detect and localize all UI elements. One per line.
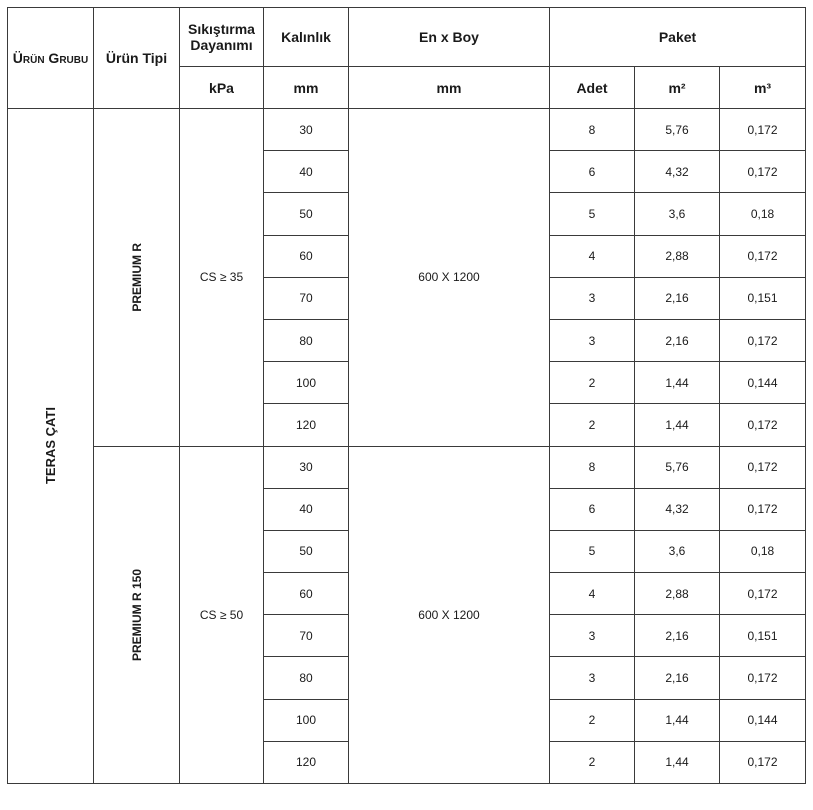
package-count-cell: 4 <box>550 573 635 615</box>
package-area-cell: 2,16 <box>635 277 720 319</box>
package-count-cell: 2 <box>550 404 635 446</box>
product-spec-table <box>7 7 806 784</box>
package-area-cell: 4,32 <box>635 151 720 193</box>
thickness-cell: 60 <box>264 573 349 615</box>
unit-m2: m² <box>635 67 720 109</box>
thickness-cell: 70 <box>264 277 349 319</box>
package-area-cell: 1,44 <box>635 741 720 783</box>
table-header <box>8 8 806 109</box>
package-volume-cell: 0,172 <box>720 446 806 488</box>
header-row-labels <box>8 8 806 67</box>
package-area-cell: 1,44 <box>635 699 720 741</box>
package-volume-cell: 0,144 <box>720 699 806 741</box>
package-count-cell: 2 <box>550 362 635 404</box>
thickness-cell: 50 <box>264 193 349 235</box>
package-count-cell: 6 <box>550 488 635 530</box>
package-area-cell: 2,88 <box>635 573 720 615</box>
thickness-cell: 60 <box>264 235 349 277</box>
unit-m3: m³ <box>720 67 806 109</box>
product-group-label: TERAS ÇATI <box>43 407 58 485</box>
thickness-cell: 120 <box>264 404 349 446</box>
header-urun-grubu: Ürün Grubu <box>8 8 94 109</box>
package-volume-cell: 0,172 <box>720 488 806 530</box>
product-type-cell <box>94 446 180 784</box>
thickness-cell: 30 <box>264 109 349 151</box>
thickness-cell: 50 <box>264 530 349 572</box>
package-volume-cell: 0,172 <box>720 109 806 151</box>
package-count-cell: 3 <box>550 615 635 657</box>
thickness-cell: 80 <box>264 319 349 361</box>
header-paket: Paket <box>550 8 806 67</box>
thickness-cell: 100 <box>264 362 349 404</box>
package-area-cell: 2,16 <box>635 657 720 699</box>
package-volume-cell: 0,144 <box>720 362 806 404</box>
header-sikistirma: Sıkıştırma Dayanımı <box>180 8 264 67</box>
package-count-cell: 2 <box>550 699 635 741</box>
table-row <box>8 109 806 151</box>
package-count-cell: 6 <box>550 151 635 193</box>
header-en-boy: En x Boy <box>349 8 550 67</box>
package-count-cell: 3 <box>550 277 635 319</box>
package-count-cell: 2 <box>550 741 635 783</box>
package-area-cell: 2,88 <box>635 235 720 277</box>
thickness-cell: 80 <box>264 657 349 699</box>
unit-kpa: kPa <box>180 67 264 109</box>
package-count-cell: 8 <box>550 446 635 488</box>
compressive-strength-cell: CS ≥ 35 <box>180 109 264 447</box>
package-volume-cell: 0,172 <box>720 151 806 193</box>
table-row <box>8 446 806 488</box>
thickness-cell: 30 <box>264 446 349 488</box>
package-area-cell: 4,32 <box>635 488 720 530</box>
unit-kalinlik-mm: mm <box>264 67 349 109</box>
package-area-cell: 3,6 <box>635 530 720 572</box>
package-count-cell: 5 <box>550 193 635 235</box>
dimensions-cell: 600 X 1200 <box>349 446 550 784</box>
package-volume-cell: 0,151 <box>720 277 806 319</box>
thickness-cell: 100 <box>264 699 349 741</box>
unit-adet: Adet <box>550 67 635 109</box>
package-volume-cell: 0,172 <box>720 235 806 277</box>
package-area-cell: 2,16 <box>635 319 720 361</box>
product-type-label: PREMIUM R 150 <box>129 568 144 661</box>
package-area-cell: 5,76 <box>635 446 720 488</box>
package-area-cell: 1,44 <box>635 404 720 446</box>
package-area-cell: 2,16 <box>635 615 720 657</box>
product-type-cell <box>94 109 180 447</box>
package-count-cell: 3 <box>550 319 635 361</box>
package-count-cell: 5 <box>550 530 635 572</box>
compressive-strength-cell: CS ≥ 50 <box>180 446 264 784</box>
package-area-cell: 5,76 <box>635 109 720 151</box>
unit-en-boy-mm: mm <box>349 67 550 109</box>
header-kalinlik: Kalınlık <box>264 8 349 67</box>
package-volume-cell: 0,18 <box>720 193 806 235</box>
package-area-cell: 3,6 <box>635 193 720 235</box>
thickness-cell: 40 <box>264 488 349 530</box>
package-volume-cell: 0,18 <box>720 530 806 572</box>
package-volume-cell: 0,151 <box>720 615 806 657</box>
thickness-cell: 40 <box>264 151 349 193</box>
package-area-cell: 1,44 <box>635 362 720 404</box>
package-count-cell: 3 <box>550 657 635 699</box>
package-volume-cell: 0,172 <box>720 657 806 699</box>
thickness-cell: 70 <box>264 615 349 657</box>
package-count-cell: 4 <box>550 235 635 277</box>
package-volume-cell: 0,172 <box>720 319 806 361</box>
package-count-cell: 8 <box>550 109 635 151</box>
product-group-cell <box>8 109 94 784</box>
product-type-label: PREMIUM R <box>129 242 144 312</box>
table-body <box>8 109 806 784</box>
package-volume-cell: 0,172 <box>720 741 806 783</box>
thickness-cell: 120 <box>264 741 349 783</box>
package-volume-cell: 0,172 <box>720 573 806 615</box>
package-volume-cell: 0,172 <box>720 404 806 446</box>
dimensions-cell: 600 X 1200 <box>349 109 550 447</box>
header-urun-tipi: Ürün Tipi <box>94 8 180 109</box>
